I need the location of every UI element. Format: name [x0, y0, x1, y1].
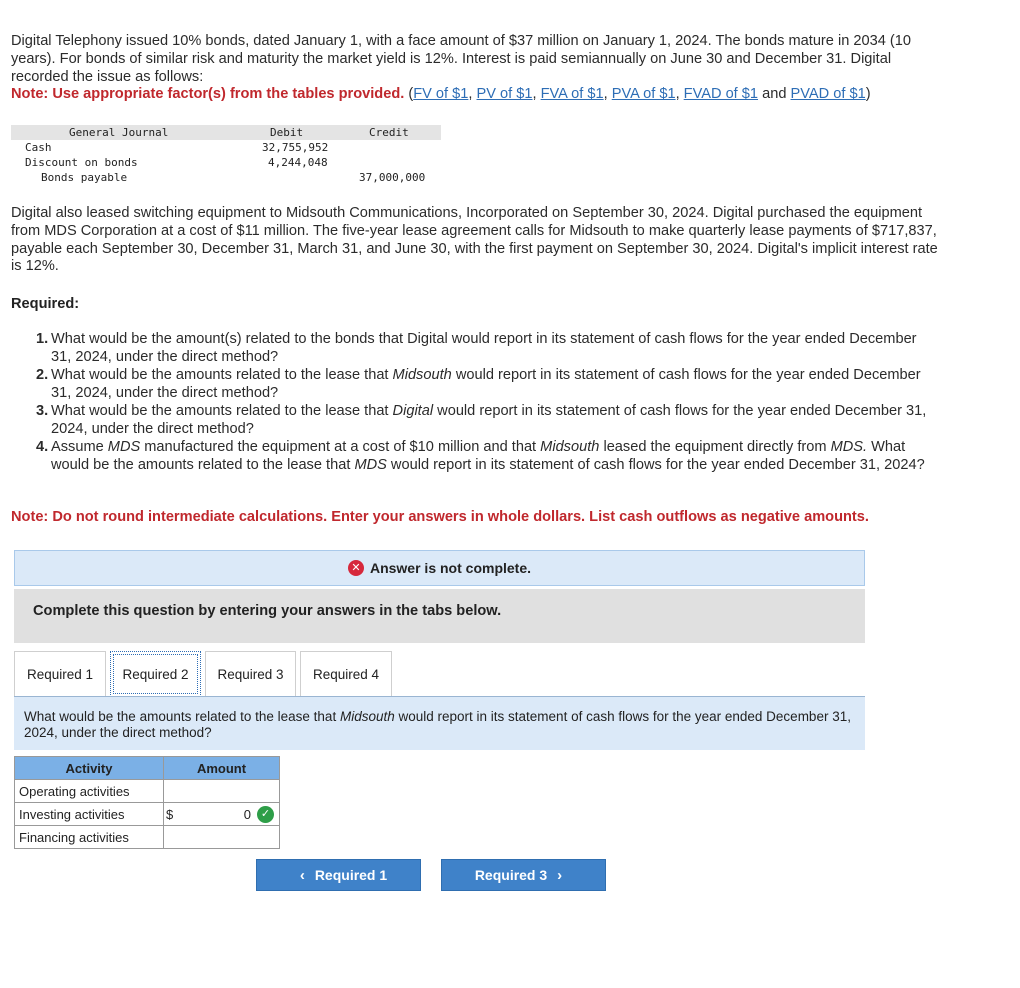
- required-item-2: [36, 366, 936, 402]
- journal-account: Cash: [25, 141, 52, 154]
- item-text: would report in its statement of cash flows for the year ended December 31, 2024, under the direct method?: [51, 403, 927, 437]
- problem-intro: [11, 33, 951, 104]
- item-text: would report in its statement of cash flows for the year ended December 31, 2024, under the direct method?: [51, 367, 921, 401]
- required-item-4: [36, 438, 936, 474]
- status-text: Answer is not complete.: [369, 560, 532, 576]
- correct-check-icon: ✓: [257, 806, 274, 823]
- item-emphasis: MDS: [107, 439, 141, 455]
- journal-account: Discount on bonds: [25, 156, 138, 169]
- journal-row: [11, 155, 441, 170]
- status-banner: [14, 550, 865, 586]
- answer-table-header: [15, 757, 280, 780]
- journal-header-debit: Debit: [270, 126, 304, 139]
- item-text: leased the equipment directly from: [599, 439, 831, 455]
- sep: ,: [468, 86, 477, 103]
- item-text: What would be the amounts related to the lease that: [51, 403, 393, 419]
- link-fva[interactable]: FVA of $1: [540, 86, 604, 103]
- tab-required-3[interactable]: Required 3: [205, 651, 296, 697]
- lease-description: Digital also leased switching equipment to Midsouth Communications, Incorporated on September 30, 2024. Digital purchased the equipment from MDS Corporation at a cost of $11 million. The five-year lease agreement calls for Midsouth to make quarterly lease payments of $717,837, payable each September 30, December 31, March 31, and June 30, with the first payment on September 30, 2024. Digital's implicit interest rate is 12%.: [11, 205, 938, 275]
- sep: ,: [603, 86, 612, 103]
- and-word: and: [762, 86, 787, 103]
- table-row: [15, 780, 280, 803]
- journal-debit: 4,244,048: [268, 156, 328, 169]
- item-emphasis: Digital: [392, 403, 434, 419]
- activity-label: Investing activities: [15, 803, 164, 826]
- answer-table: [14, 756, 280, 849]
- item-number: 1.: [36, 331, 49, 347]
- complete-prompt: Complete this question by entering your answers in the tabs below.: [14, 589, 865, 643]
- sep: ,: [532, 86, 541, 103]
- header-activity: Activity: [15, 757, 164, 780]
- item-text: Assume: [51, 439, 108, 455]
- link-pv[interactable]: PV of $1: [476, 86, 533, 103]
- journal-header: [11, 125, 441, 140]
- link-pva[interactable]: PVA of $1: [611, 86, 676, 103]
- link-fv[interactable]: FV of $1: [413, 86, 469, 103]
- tab-question: [14, 697, 865, 750]
- journal-row: [11, 140, 441, 155]
- tab-required-1[interactable]: Required 1: [14, 651, 106, 697]
- item-emphasis: MDS.: [830, 439, 868, 455]
- journal-header-credit: Credit: [369, 126, 409, 139]
- amount-value: 0: [243, 807, 251, 822]
- tables-note-text: Note: Use appropriate factor(s) from the tables provided.: [11, 86, 405, 103]
- journal-entry: [11, 125, 441, 185]
- journal-account: Bonds payable: [41, 171, 128, 184]
- amount-input-operating[interactable]: [164, 780, 280, 803]
- item-text: would report in its statement of cash flows for the year ended December 31, 2024?: [386, 457, 925, 473]
- tab-question-text: would report in its statement of cash flows for the year ended December 31, 2024, under the direct method?: [24, 709, 851, 740]
- prev-tab-button[interactable]: [256, 859, 421, 891]
- item-number: 2.: [36, 367, 49, 383]
- required-list: [36, 330, 936, 474]
- item-number: 3.: [36, 403, 49, 419]
- item-emphasis: MDS: [354, 457, 387, 473]
- amount-input-investing[interactable]: [164, 803, 280, 826]
- activity-label: Financing activities: [15, 826, 164, 849]
- header-amount: Amount: [164, 757, 280, 780]
- journal-row: [11, 170, 441, 185]
- item-number: 4.: [36, 439, 49, 455]
- journal-debit: 32,755,952: [262, 141, 329, 154]
- item-emphasis: Midsouth: [392, 367, 452, 383]
- error-x-icon: ✕: [348, 560, 364, 576]
- currency-symbol: $: [166, 807, 174, 822]
- activity-label: Operating activities: [15, 780, 164, 803]
- table-row: [15, 803, 280, 826]
- tab-required-4[interactable]: Required 4: [300, 651, 392, 697]
- prev-label: Required 1: [314, 867, 388, 883]
- item-text: What would be the amounts related to the lease that: [51, 439, 906, 473]
- item-text: What would be the amount(s) related to the bonds that Digital would report in its statement of cash flows for the year ended December 31, 2024, under the direct method?: [51, 331, 917, 365]
- link-pvad[interactable]: PVAD of $1: [790, 86, 866, 103]
- required-heading: Required:: [11, 296, 80, 312]
- tables-note: [11, 86, 871, 102]
- journal-header-account: General Journal: [69, 126, 169, 139]
- amount-input-financing[interactable]: [164, 826, 280, 849]
- chevron-left-icon: ‹: [299, 866, 305, 884]
- chevron-right-icon: ›: [557, 866, 563, 884]
- rounding-note: Note: Do not round intermediate calculations. Enter your answers in whole dollars. List cash outflows as negative amounts.: [11, 509, 869, 525]
- item-text: What would be the amounts related to the lease that: [51, 367, 393, 383]
- required-item-3: [36, 402, 936, 438]
- item-emphasis: Midsouth: [540, 439, 600, 455]
- journal-credit: 37,000,000: [359, 171, 426, 184]
- next-label: Required 3: [474, 867, 548, 883]
- intro-text: Digital Telephony issued 10% bonds, dated January 1, with a face amount of $37 million on January 1, 2024. The bonds mature in 2034 (10 years). For bonds of similar risk and maturity the market yield is 12%. Interest is paid semiannually on June 30 and December 31. Digital recorded the issue as follows:: [11, 33, 911, 85]
- link-fvad[interactable]: FVAD of $1: [683, 86, 759, 103]
- tab-question-emphasis: Midsouth: [339, 709, 395, 724]
- tab-bar: [14, 651, 396, 697]
- paren-close: ): [865, 86, 871, 103]
- required-item-1: [36, 330, 936, 366]
- tab-required-2[interactable]: Required 2: [110, 651, 201, 697]
- tab-question-text: What would be the amounts related to the lease that: [24, 709, 340, 724]
- sep: ,: [675, 86, 684, 103]
- item-text: manufactured the equipment at a cost of $10 million and that: [140, 439, 541, 455]
- paren-open: (: [408, 86, 414, 103]
- table-links: [408, 86, 870, 102]
- table-row: [15, 826, 280, 849]
- next-tab-button[interactable]: [441, 859, 606, 891]
